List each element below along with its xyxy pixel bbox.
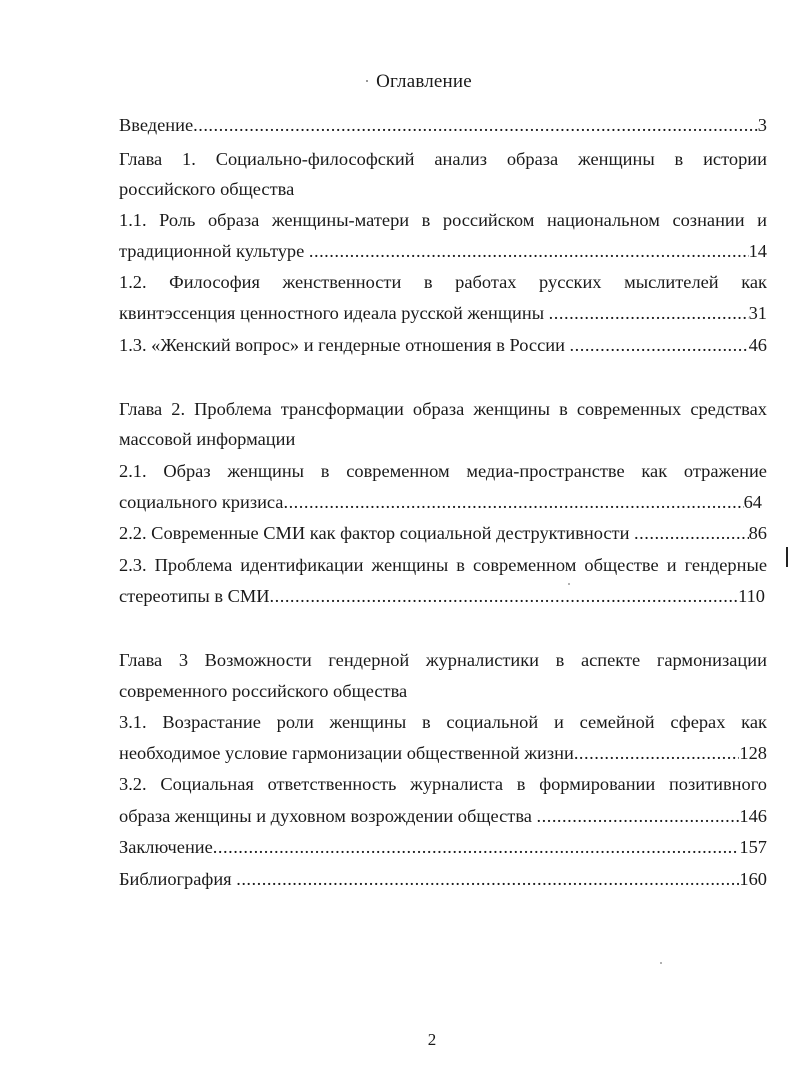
toc-chapter-1-line-2: российского общества xyxy=(119,179,295,199)
toc-entry-text: образа женщины и духовном возрождении общества xyxy=(119,806,537,826)
word: и xyxy=(553,712,564,732)
word: Социально-философский xyxy=(215,149,415,169)
word: 3 xyxy=(178,650,189,670)
scan-speck xyxy=(568,583,570,585)
toc-section-2-1-line-1 xyxy=(119,458,767,484)
word: 3.2. xyxy=(119,774,147,794)
toc-page-number: 128 xyxy=(739,743,767,763)
word: женщины xyxy=(578,149,655,169)
toc-entry-text: Заключение xyxy=(119,837,213,857)
word: гендерные xyxy=(684,555,767,575)
word: средствах xyxy=(690,399,767,419)
word: мыслителей xyxy=(624,272,719,292)
toc-chapter-3-line-2: современного российского общества xyxy=(119,681,408,701)
toc-chapter-2-line-2: массовой информации xyxy=(119,429,296,449)
word: журналиста xyxy=(410,774,504,794)
word: современном xyxy=(346,461,450,481)
toc-entry-text: квинтэссенция ценностного идеала русской женщины xyxy=(119,303,549,323)
toc-section-3-1-line-2 xyxy=(119,740,767,766)
toc-page-number: 31 xyxy=(748,303,767,323)
word: Философия xyxy=(169,272,260,292)
word: работах xyxy=(455,272,517,292)
word: как xyxy=(641,461,668,481)
toc-entry-text: стереотипы в СМИ xyxy=(119,586,270,606)
toc-section-2-3-line-1 xyxy=(119,552,767,578)
word: семейной xyxy=(579,712,655,732)
word: журналистики xyxy=(425,650,540,670)
toc-page-number: 46 xyxy=(748,335,767,355)
word: женщины-матери xyxy=(271,210,410,230)
word: Образ xyxy=(163,461,211,481)
word: формировании xyxy=(539,774,656,794)
word: в xyxy=(555,650,565,670)
dot-leader xyxy=(549,300,749,326)
word: 2.3. xyxy=(119,555,147,575)
word: женщины xyxy=(329,712,407,732)
word: аспекте xyxy=(580,650,641,670)
word: современных xyxy=(576,399,682,419)
toc-section-1-2-line-1 xyxy=(119,269,767,295)
page-number: 2 xyxy=(427,1030,437,1049)
dot-leader xyxy=(634,520,749,546)
word: 1.2. xyxy=(119,272,147,292)
dot-leader xyxy=(574,740,740,766)
word: Возрастание xyxy=(162,712,261,732)
toc-entry-text: Введение xyxy=(119,115,194,135)
word: женственности xyxy=(282,272,402,292)
toc-section-3-2-line-2 xyxy=(119,803,767,829)
word: женщины xyxy=(473,399,550,419)
word: в xyxy=(516,774,526,794)
word: роли xyxy=(276,712,314,732)
toc-section-2-1-line-2 xyxy=(119,489,762,515)
word: сферах xyxy=(670,712,726,732)
word: женщины xyxy=(371,555,449,575)
toc-page-number: 64 xyxy=(743,492,762,512)
word: ответственность xyxy=(267,774,397,794)
scan-speck xyxy=(660,962,662,964)
word: Проблема xyxy=(194,399,272,419)
word: 1.1. xyxy=(119,210,147,230)
word: анализ xyxy=(434,149,487,169)
toc-section-2-2 xyxy=(119,520,767,546)
word: истории xyxy=(703,149,767,169)
toc-entry-text: необходимое условие гармонизации общественной жизни xyxy=(119,743,574,763)
toc-chapter-1-line-1 xyxy=(119,146,767,172)
word: Глава xyxy=(119,399,163,419)
word: в xyxy=(674,149,684,169)
toc-section-1-3 xyxy=(119,332,767,358)
toc-chapter-2-line-1 xyxy=(119,396,767,422)
dot-leader xyxy=(213,834,740,860)
toc-entry-bibliography xyxy=(119,866,767,892)
toc-section-1-2-line-2 xyxy=(119,300,767,326)
word: русских xyxy=(539,272,602,292)
dot-leader xyxy=(236,866,739,892)
toc-entry-text: Библиография xyxy=(119,869,237,889)
word: позитивного xyxy=(668,774,767,794)
toc-page-number: 157 xyxy=(739,837,767,857)
word: 1. xyxy=(182,149,196,169)
word: 3.1. xyxy=(119,712,147,732)
word: и xyxy=(757,210,767,230)
word: образа xyxy=(412,399,465,419)
toc-entry-text: 2.2. Современные СМИ как фактор социальной деструктивности xyxy=(119,523,635,543)
word: в xyxy=(559,399,568,419)
toc-section-1-1-line-1 xyxy=(119,207,767,233)
toc-page-number: 3 xyxy=(757,115,767,135)
word: сознании xyxy=(672,210,745,230)
dot-leader xyxy=(570,332,749,358)
word: образа xyxy=(207,210,260,230)
word: социальной xyxy=(446,712,539,732)
word: 2.1. xyxy=(119,461,147,481)
dot-leader xyxy=(537,803,740,829)
toc-page-number: 110 xyxy=(738,586,765,606)
word: медиа-пространстве xyxy=(466,461,625,481)
word: Глава xyxy=(119,650,163,670)
word: российском xyxy=(442,210,535,230)
word: Роль xyxy=(159,210,196,230)
page-title: Оглавление xyxy=(376,71,472,92)
word: трансформации xyxy=(280,399,404,419)
toc-section-3-1-line-1 xyxy=(119,709,767,735)
toc-page-number: 14 xyxy=(748,241,767,261)
word: современном xyxy=(472,555,577,575)
word: как xyxy=(741,272,767,292)
toc-page-number: 86 xyxy=(748,523,767,543)
word: женщины xyxy=(227,461,305,481)
word: в xyxy=(320,461,330,481)
word: гармонизации xyxy=(656,650,767,670)
word: в xyxy=(456,555,465,575)
toc-entry-text: традиционной культуре xyxy=(119,241,309,261)
word: Социальная xyxy=(160,774,254,794)
word: национальном xyxy=(546,210,660,230)
word: Возможности xyxy=(204,650,312,670)
dot-leader xyxy=(193,112,758,138)
scan-margin-mark xyxy=(786,547,788,567)
word: идентификации xyxy=(240,555,364,575)
toc-section-3-2-line-1 xyxy=(119,771,767,797)
toc-entry-intro xyxy=(119,112,767,138)
toc-chapter-3-line-1 xyxy=(119,647,767,673)
word: 2. xyxy=(171,399,186,419)
word: в xyxy=(421,210,431,230)
toc-entry-conclusion xyxy=(119,834,767,860)
word: Проблема xyxy=(154,555,233,575)
word: гендерной xyxy=(328,650,410,670)
dot-leader xyxy=(283,489,743,515)
toc-entry-text: 1.3. «Женский вопрос» и гендерные отношения в России xyxy=(119,335,570,355)
toc-page-number: 146 xyxy=(739,806,767,826)
word: отражение xyxy=(683,461,767,481)
toc-section-2-3-line-2 xyxy=(119,583,765,609)
dot-leader xyxy=(309,238,749,264)
word: в xyxy=(421,712,431,732)
toc-section-1-1-line-2 xyxy=(119,238,767,264)
word: обществе xyxy=(584,555,659,575)
toc-entry-text: социального кризиса xyxy=(119,492,284,512)
word: и xyxy=(666,555,677,575)
word: в xyxy=(423,272,433,292)
word: Глава xyxy=(119,149,163,169)
word: образа xyxy=(506,149,559,169)
word: как xyxy=(741,712,767,732)
dot-leader xyxy=(270,583,739,609)
toc-page-number: 160 xyxy=(739,869,767,889)
